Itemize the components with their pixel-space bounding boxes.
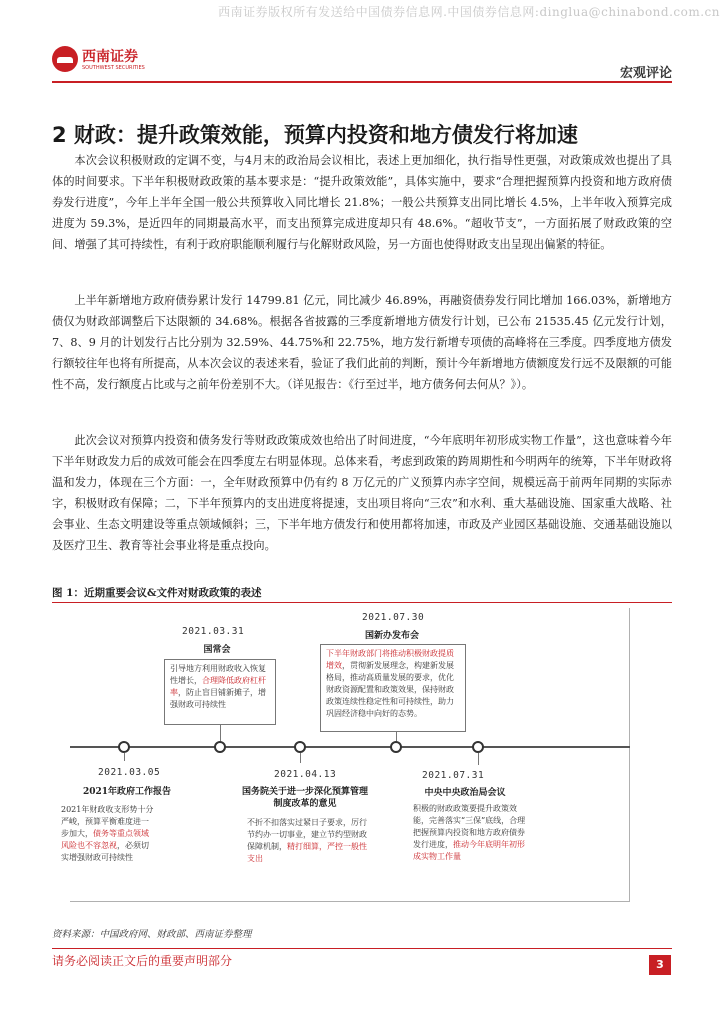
footer-disclaimer: 请务必阅读正文后的重要声明部分	[52, 954, 233, 968]
timeline-figure	[52, 604, 672, 908]
paragraph-3: 此次会议对预算内投资和债务发行等财政政策成效也给出了时间进度，“今年底明年初形成实物工作量”，这也意味着今年下半年财政发力后的成效可能会在四季度左右明显体现。总体来看，考虑到政策的跨周期性和今明两年的统筹，下半年财政将温和发力，体现在三个方面：一，全年财政预算中仍有约 8 万亿元的广义预算内赤字空间，规模远高于前两年同期的实际赤字，积极财政有保障；二，下半年预算内的支出进度将提速，支出项目将向“三农”和水利、重大基础设施、国家重大战略、社会事业、生态文明建设等重点领域倾斜；三，下半年地方债发行和使用都将加速，市政及产业园区基础设施、交通基础设施以及医疗卫生、教育等社会事业将是重点投向。	[52, 434, 672, 552]
logo-text-cn: 西南证券	[82, 49, 138, 65]
event-text-highlight: 推动今年底明年初形成实物工作量	[413, 840, 525, 861]
event-text: 积极的财政政策要提升政策效能，完善落实“三保”底线，合理把握预算内投资和地方政府债券发行进度，	[413, 804, 526, 849]
event-date: 2021.03.31	[182, 626, 245, 637]
event-text-box	[242, 814, 372, 870]
section-label: 宏观评论	[619, 66, 672, 81]
paragraph-2: 上半年新增地方政府债券累计发行 14799.81 亿元，同比减少 46.89%，再融资债券发行同比增加 166.03%，新增地方债仅为财政部调整后下达限额的 34.68%。根据各省披露的三季度新增地方债发行计划，已公布 21535.45 亿元发行计划，7、8、9 月的计划发行占比分别为 32.59%、44.75%和 22.75%，地方发行新增专项债的高峰将在三季度。四季度地方债发行额较往年也将有所提高，从本次会议的表述来看，验证了我们此前的判断，预计今年新增地方债额度发行远不及限额的可能性不高，发行额度占比或与之前年份差别不大。（详见报告：《行至过半，地方债务何去何从？》）。	[52, 294, 672, 391]
event-text: ，必须切实增强财政可持续性	[61, 841, 149, 862]
brand-logo	[52, 44, 145, 78]
timeline-node	[472, 741, 484, 753]
page-number: 3	[649, 955, 671, 975]
figure-title-divider	[52, 602, 672, 603]
event-connector	[124, 753, 125, 761]
event-text: 不折不扣落实过紧日子要求，厉行节约办一切事业，建立节约型财政保障机制，	[247, 818, 367, 851]
event-text-box	[56, 801, 160, 881]
event-title: 中央中央政治局会议	[424, 788, 506, 798]
event-text-highlight: 合理降低政府杠杆率	[170, 676, 266, 697]
event-connector	[478, 753, 479, 765]
event-text-box	[320, 644, 466, 732]
event-date: 2021.07.31	[422, 770, 485, 781]
timeline-node	[214, 741, 226, 753]
event-text: 2021年财政收支形势十分严峻，预算平衡难度进一步加大，	[61, 805, 154, 838]
timeline-node	[118, 741, 130, 753]
figure-source: 资料来源：中国政府网、财政部、西南证券整理	[52, 929, 252, 940]
event-date: 2021.04.13	[274, 769, 337, 780]
event-text-box	[164, 659, 276, 725]
event-title: 国常会	[203, 645, 231, 655]
event-text: ，贯彻新发展理念，构建新发展格局，推动高质量发展的要求，优化财政资源配置和政策效果，保持财政政策连续性稳定性和可持续性，助力巩固经济稳中向好的态势。	[326, 661, 454, 718]
paragraph-1: 本次会议积极财政的定调不变，与4月末的政治局会议相比，表述上更加细化，执行指导性更强，对政策成效也提出了具体的时间要求。下半年积极财政政策的基本要求是：“提升政策效能”，具体实施中，要求“合理把握预算内投资和地方政府债券发行进度”，今年上半年全国一般公共预算收入同比增长 21.8%；一般公共预算支出同比增长 4.5%，上半年收入预算完成进度为 59.3%，是近四年的同期最高水平，而支出预算完成进度却只有 48.6%。“超收节支”，一方面拓展了财政政策的空间、增强了其可持续性，有利于政府职能顺利履行与化解财政风险，另一方面也使得财政支出呈现出偏紧的特征。	[52, 154, 672, 251]
event-title: 2021年政府工作报告	[82, 787, 172, 797]
event-text: ，防止盲目铺新摊子，增强财政可持续性	[170, 688, 266, 709]
event-text: 引导地方利用财政收入恢复性增长，	[170, 664, 266, 685]
event-text-highlight: 精打细算，严控一般性支出	[247, 842, 367, 863]
timeline-node	[294, 741, 306, 753]
header-divider	[52, 81, 672, 83]
event-connector	[300, 753, 301, 763]
event-text-highlight: 下半年财政部门将推动积极财政提质增效	[326, 649, 454, 670]
event-text-highlight: 债务等重点领域风险也不容忽视	[61, 829, 149, 850]
event-title: 国务院关于进一步深化预算管理制度改革的意见	[241, 787, 368, 809]
event-text-box	[408, 800, 532, 872]
timeline-axis	[70, 746, 630, 748]
watermark: 西南证券版权所有发送给中国债券信息网.中国债券信息网:dinglua@chinabond.com.cn	[218, 5, 720, 19]
figure-title: 图 1：近期重要会议&文件对财政政策的表述	[52, 587, 262, 599]
footer-divider	[52, 948, 672, 949]
logo-text-en: SOUTHWEST SECURITIES	[82, 65, 145, 71]
event-title: 国新办发布会	[364, 631, 419, 641]
event-date: 2021.03.05	[98, 767, 161, 778]
event-connector	[220, 725, 221, 741]
logo-mark-icon	[52, 46, 78, 72]
section-title: 2 财政：提升政策效能，预算内投资和地方债发行将加速	[52, 123, 578, 147]
event-connector	[396, 732, 397, 741]
timeline-node	[390, 741, 402, 753]
event-date: 2021.07.30	[362, 612, 425, 623]
